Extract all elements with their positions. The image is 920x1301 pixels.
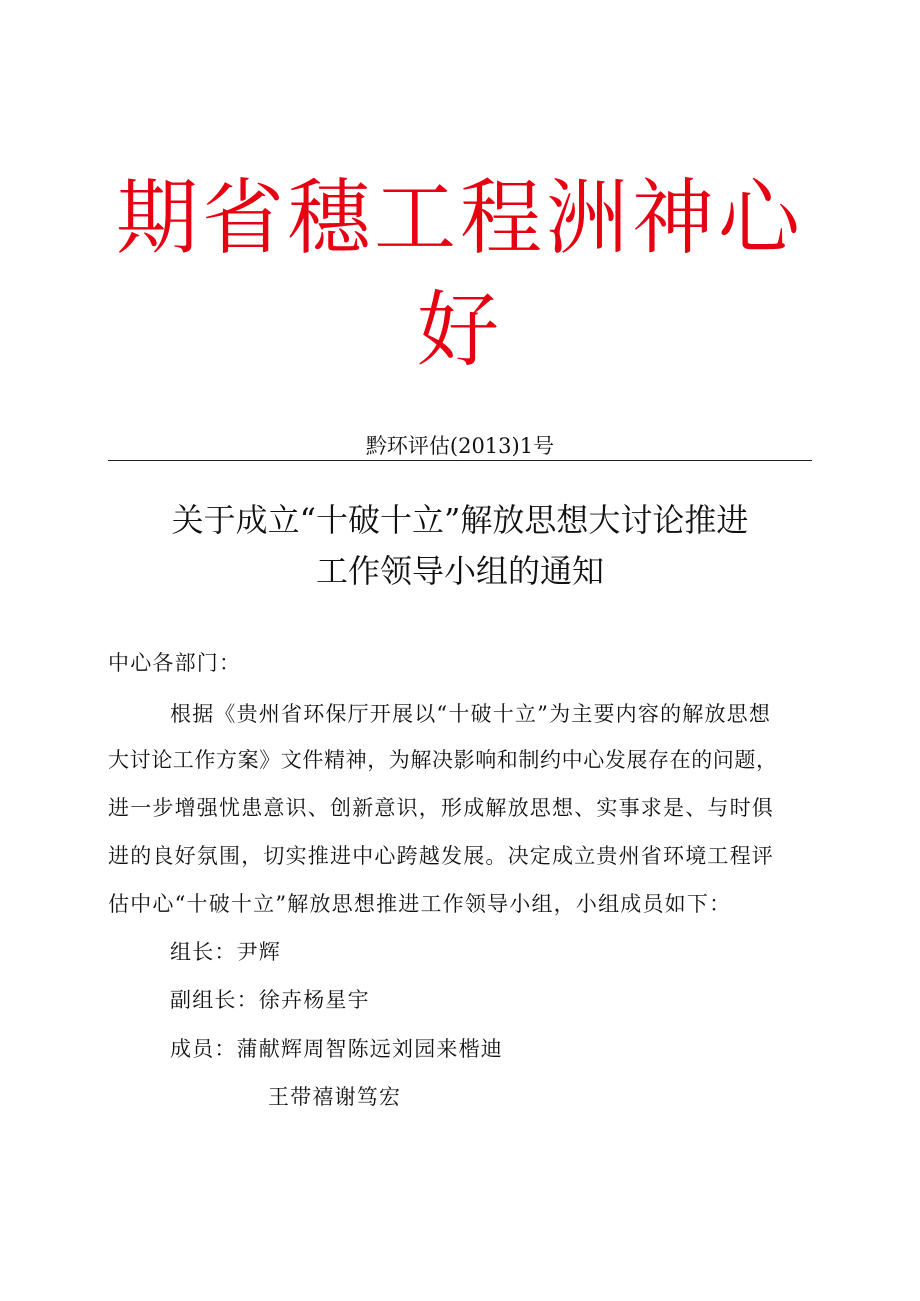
body-paragraph-line: 进的良好氛围，切实推进中心跨越发展。决定成立贵州省环境工程评 (108, 844, 774, 868)
document-title-line-1: 关于成立“十破十立”解放思想大讨论推进 (171, 501, 749, 539)
red-header-org-name-continued: 好 (416, 283, 503, 378)
document-number: 黔环评估(2013)1号 (365, 434, 555, 458)
group-members-continued: 王带禧谢笃宏 (268, 1085, 402, 1109)
document-title-line-2: 工作领导小组的通知 (315, 552, 604, 590)
header-divider-line (108, 460, 812, 461)
group-members: 成员：蒲献辉周智陈远刘园来楷迪 (170, 1037, 503, 1061)
body-paragraph-line: 估中心“十破十立”解放思想推进工作领导小组，小组成员如下： (108, 892, 732, 916)
body-paragraph-line: 大讨论工作方案》文件精神，为解决影响和制约中心发展存在的问题， (108, 748, 778, 772)
deputy-group-leader: 副组长：徐卉杨星宇 (170, 988, 370, 1012)
salutation: 中心各部门： (108, 651, 242, 675)
body-paragraph-line: 根据《贵州省环保厅开展以“十破十立”为主要内容的解放思想 (170, 702, 772, 726)
body-paragraph-line: 进一步增强忧患意识、创新意识，形成解放思想、实事求是、与时俱 (108, 796, 774, 820)
red-header-org-name: 期省穗工程洲神心 (115, 171, 804, 266)
group-leader: 组长：尹辉 (170, 940, 281, 964)
